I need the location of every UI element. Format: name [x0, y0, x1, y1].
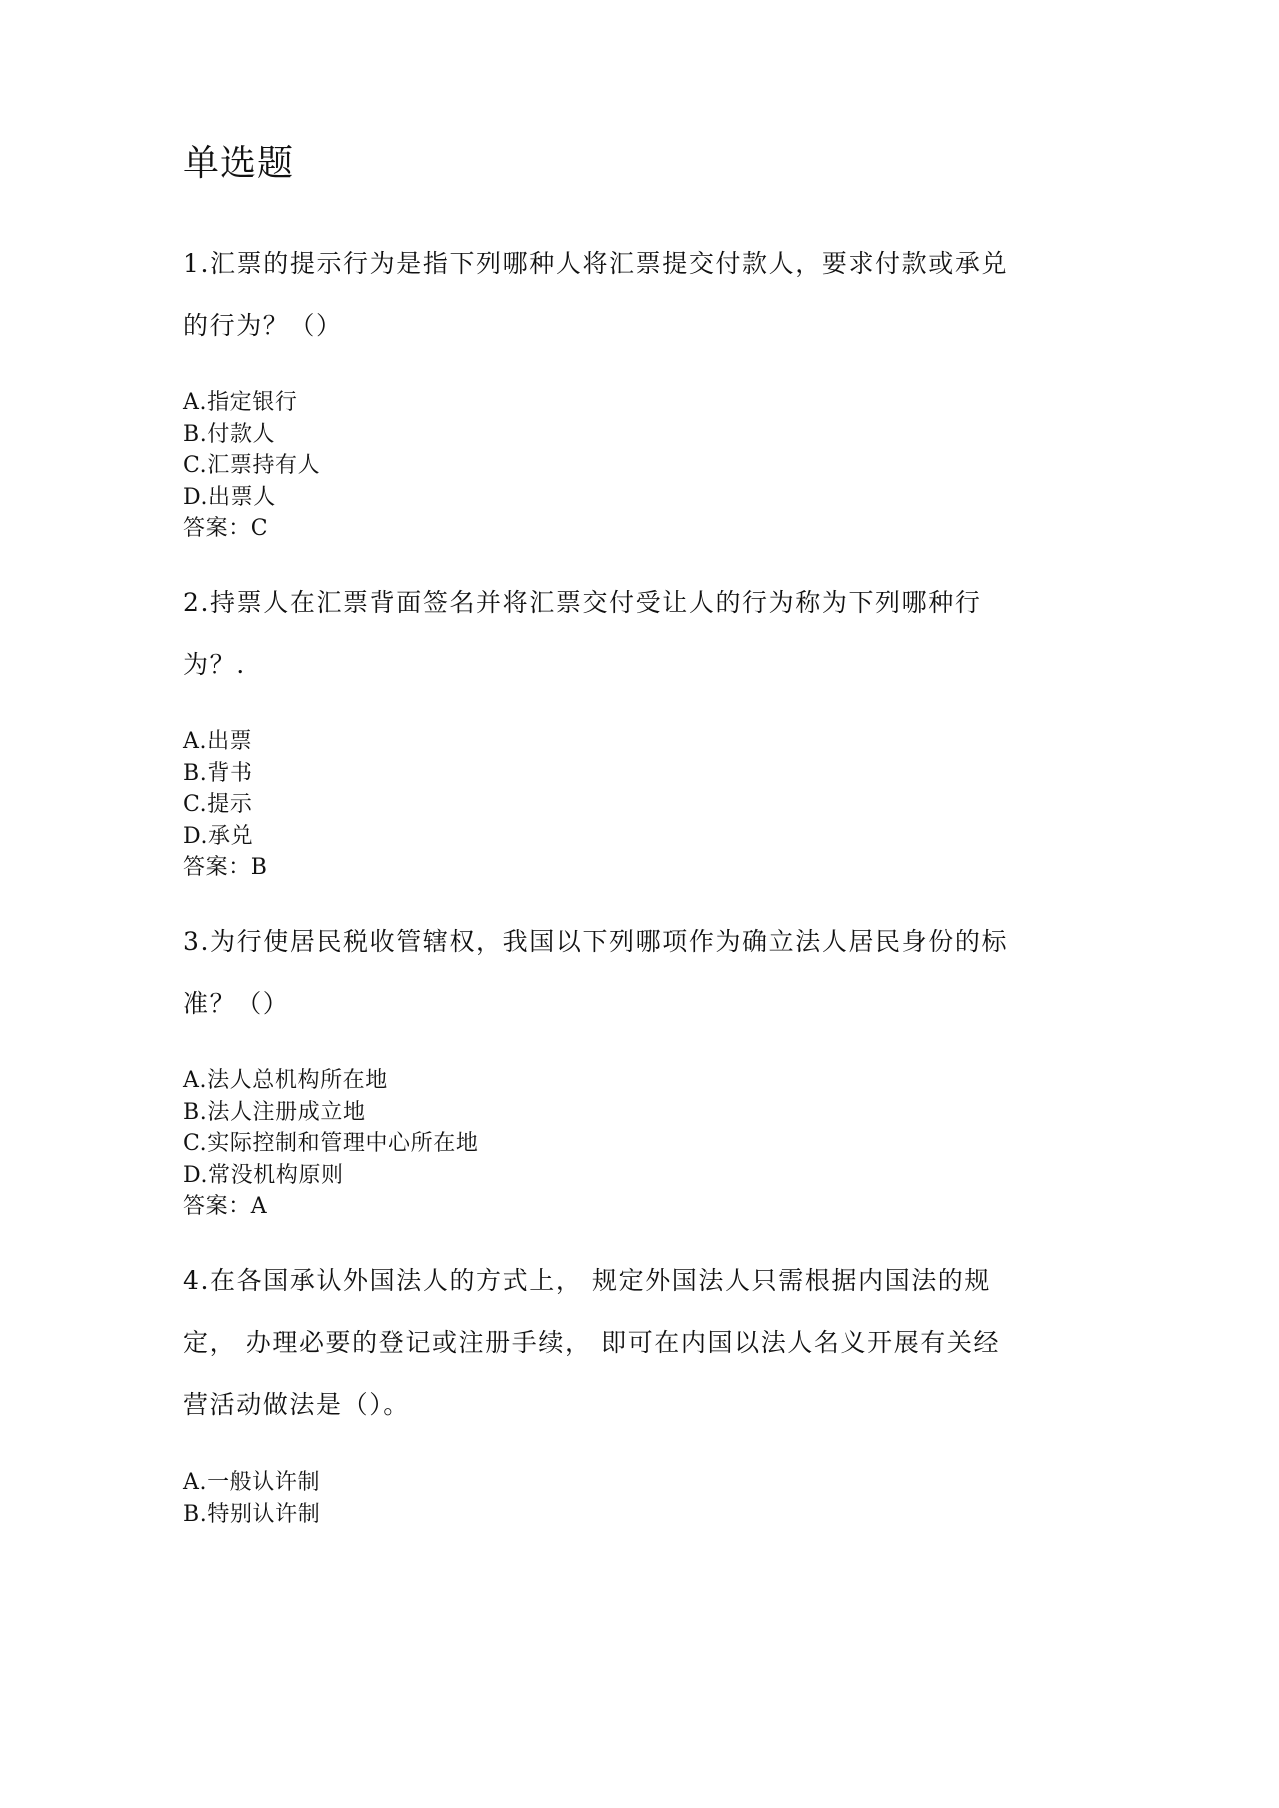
- question-4-options: [183, 1467, 320, 1530]
- question-1-option-c: C.汇票持有人: [183, 453, 321, 478]
- question-2-stem: [183, 572, 1063, 696]
- question-3-option-c: C.实际控制和管理中心所在地: [183, 1131, 479, 1156]
- question-1-stem-line-2: 的行为？（）: [183, 311, 343, 340]
- question-3-options: [183, 1065, 478, 1223]
- question-1-stem: [183, 233, 1063, 357]
- question-3-stem-line-2: 准？（）: [183, 989, 290, 1018]
- question-4-stem-line-2: 定， 办理必要的登记或注册手续， 即可在内国以法人名义开展有关经: [183, 1328, 1001, 1357]
- section-title: 单选题: [183, 143, 295, 184]
- question-2-answer: 答案：B: [183, 855, 268, 880]
- question-1-option-a: A.指定银行: [183, 390, 298, 415]
- question-4-stem-line-1: 4.在各国承认外国法人的方式上， 规定外国法人只需根据内国法的规: [183, 1266, 992, 1295]
- question-2-options: [183, 726, 268, 884]
- question-1-option-d: D.出票人: [183, 484, 276, 510]
- question-4-option-b: B.特别认许制: [183, 1501, 321, 1527]
- question-4-option-a: A.一般认许制: [183, 1470, 321, 1495]
- question-2-stem-line-2: 为？.: [183, 650, 246, 679]
- question-2-option-b: B.背书: [183, 760, 253, 786]
- question-1-answer: 答案：C: [183, 516, 269, 541]
- question-2-option-d: D.承兑: [183, 823, 254, 849]
- question-4-stem: [183, 1250, 1063, 1436]
- question-3-stem: [183, 911, 1063, 1035]
- question-3-answer: 答案：A: [183, 1194, 268, 1219]
- question-1-stem-line-1: 1.汇票的提示行为是指下列哪种人将汇票提交付款人，要求付款或承兑: [183, 249, 1009, 278]
- question-1-option-b: B.付款人: [183, 421, 276, 447]
- question-1-options: [183, 387, 320, 545]
- question-3-option-a: A.法人总机构所在地: [183, 1068, 388, 1093]
- question-4-stem-line-3: 营活动做法是（）。: [183, 1390, 410, 1419]
- question-3-option-b: B.法人注册成立地: [183, 1099, 366, 1125]
- question-2-stem-line-1: 2.持票人在汇票背面签名并将汇票交付受让人的行为称为下列哪种行: [183, 588, 982, 617]
- question-3-option-d: D.常没机构原则: [183, 1162, 344, 1188]
- question-3-stem-line-1: 3.为行使居民税收管辖权，我国以下列哪项作为确立法人居民身份的标: [183, 927, 1009, 956]
- question-2-option-a: A.出票: [183, 729, 253, 754]
- question-2-option-c: C.提示: [183, 792, 253, 817]
